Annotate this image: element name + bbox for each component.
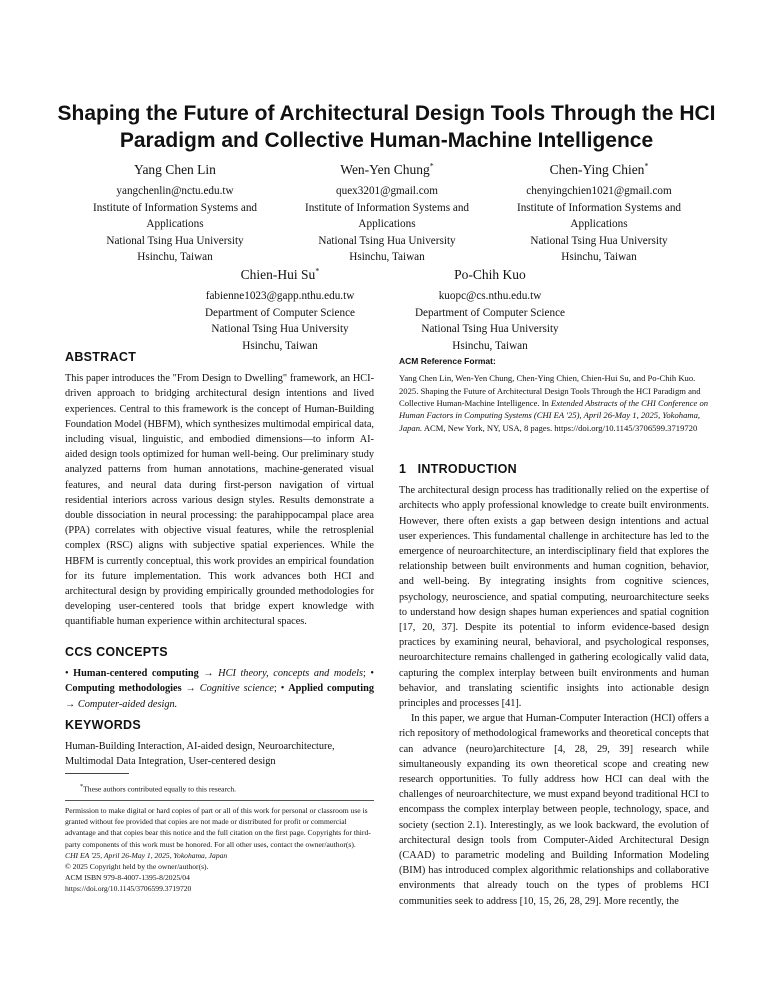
ccs-text: • Human-centered computing → HCI theory, concepts and models; • Computing methodologies → Cognitive science; • Applied computing → Computer-aided design. bbox=[65, 668, 375, 710]
author-name: Po-Chih Kuo bbox=[454, 267, 526, 282]
equal-contribution-mark: * bbox=[315, 266, 320, 276]
introduction-paragraph-2: In this paper, we argue that Human-Computer Interaction (HCI) offers a rich repository of methodological frameworks and theoretical concepts that can advance (neuro)architecture [4, 28, 29, 39] research while simultaneously expanding its own theoretical scope and creating new research opportunities. To fully address how HCI can deal with the challenges of neuroarchitecture, we must expand beyond traditional HCI to encompass the complex interplay between people, technology, space, and society (section 2.1). Interestingly, as we look backward, the evolution of architectural design tools from Computer-Aided Architectural Design (CAAD) to parametric modeling and Building Information Modeling (BIM) has introduced complex algorithmic relationships and collaborative environments that already touch on the types of problems HCI communities seek to address [10, 15, 26, 28, 29]. More recently, the bbox=[399, 713, 709, 907]
permission-copyright: © 2025 Copyright held by the owner/author(s). bbox=[65, 862, 209, 872]
abstract-section bbox=[65, 350, 374, 630]
author-email: chenyingchien1021@gmail.com bbox=[526, 185, 672, 197]
author-university: National Tsing Hua University bbox=[106, 234, 244, 247]
author-dept: Institute of Information Systems and bbox=[92, 201, 258, 214]
ccs-concept-2: Computing methodologies bbox=[65, 683, 182, 695]
keywords-text: Human-Building Interaction, AI-aided design, Neuroarchitecture, Multimodal Data Integration, User-centered design bbox=[65, 741, 335, 768]
author-dept: Institute of Information Systems and bbox=[516, 201, 682, 214]
introduction-heading: 1 INTRODUCTION bbox=[399, 462, 517, 476]
author-email: fabienne1023@gapp.nthu.edu.tw bbox=[205, 290, 355, 302]
author-email: yangchenlin@nctu.edu.tw bbox=[116, 185, 234, 197]
keywords-section bbox=[65, 718, 374, 770]
keywords-heading: KEYWORDS bbox=[65, 718, 142, 732]
abstract-text: This paper introduces the "From Design to Dwelling" framework, an HCI-driven approach to bridging architectural design intentions and lived experiences. Central to this framework is the concept of Human-Building Foundation Model (HBFM), which synthesizes multimodal empirical data, including visual, linguistic, and embodied dimensions—to inform AI-aided design tools optimized for human well-being. Our preliminary study analyzed patterns from human annotations, machine-generated visual features, and neural data during first-person navigation of virtual residential interiors across various design styles. Results demonstrate a double dissociation in neural processing: the parahippocampal place area (PPA) correlates with objective visual features, while the retrosplenial complex (RSC) aligns with subjective spatial experiences. While the HBFM is currently conceptual, this work provides an empirical foundation for its future implementation. This work advances both HCI and architectural design by providing empirically grounded methodologies for developing user-centered tools that bridge expert knowledge with quantifiable human experience within architectural spaces. bbox=[65, 373, 374, 628]
footnote bbox=[80, 781, 236, 795]
author-email: quex3201@gmail.com bbox=[336, 185, 438, 197]
equal-contribution-mark: * bbox=[644, 161, 649, 171]
introduction-section bbox=[399, 462, 709, 909]
ccs-concept-3: Applied computing bbox=[288, 683, 374, 695]
paper-title: Shaping the Future of Architectural Design Tools Through the HCI Paradigm and Collective Human-Machine Intelligence bbox=[57, 102, 716, 152]
ccs-subconcept-2: Cognitive science bbox=[199, 683, 274, 695]
author-location: Hsinchu, Taiwan bbox=[137, 251, 213, 263]
author-university: National Tsing Hua University bbox=[318, 234, 456, 247]
arrow: → bbox=[185, 683, 196, 695]
author-university: National Tsing Hua University bbox=[421, 323, 559, 335]
permission-block bbox=[65, 805, 374, 895]
author-university: National Tsing Hua University bbox=[530, 234, 668, 247]
author-dept-cont: Applications bbox=[358, 218, 416, 230]
author-name: Chien-Hui Su bbox=[240, 267, 316, 282]
footnote-text: These authors contributed equally to this research. bbox=[83, 784, 237, 794]
author-location: Hsinchu, Taiwan bbox=[452, 339, 528, 352]
introduction-paragraph-1: The architectural design process has traditionally relied on the expertise of architects who apply professional knowledge to create built environments. However, there often exists a gap between design intentions and actual user experiences. This fundamental challenge in architecture has led to the emergence of neuroarchitecture, an interdisciplinary field that explores the relationship between built environments and human cognition, behavior, and well-being. By integrating insights from cognitive sciences, psychology, neuroscience, and spatial computing, neuroarchitecture seeks to understand how design shapes human experiences and spatial cognition [17, 20, 37]. Despite its potential to inform evidence-based design practices by examining neural, behavioral, and psychological responses, neuroarchitecture remains challenged in gathering ecologically valid data, capturing the complex interplay between built environments and human behavior, and translating scientific insights into actionable design principles and processes [41]. bbox=[399, 485, 709, 710]
permission-doi[interactable]: https://doi.org/10.1145/3706599.3719720 bbox=[65, 884, 192, 894]
author-block-3 bbox=[488, 160, 710, 266]
ccs-subconcept-3: Computer-aided design. bbox=[77, 698, 178, 710]
acm-reference-authors: Yang Chen Lin, Wen-Yen Chung, Chen-Ying Chien, Chien-Hui Su, and Po-Chih Kuo. 2025. Shaping the Future of Architectural Design Tools Through the HCI Paradigm and Collective Human-Machine Intelligence. In bbox=[399, 373, 701, 409]
author-dept-cont: Applications bbox=[570, 218, 628, 230]
author-block-4 bbox=[170, 265, 390, 354]
equal-contribution-mark: * bbox=[429, 161, 434, 171]
abstract-heading: ABSTRACT bbox=[65, 350, 137, 364]
arrow: → bbox=[203, 668, 214, 680]
ccs-heading: CCS CONCEPTS bbox=[65, 645, 168, 659]
author-university: National Tsing Hua University bbox=[211, 323, 349, 335]
bullet: • bbox=[280, 683, 285, 695]
author-dept-cont: Applications bbox=[146, 218, 204, 230]
author-location: Hsinchu, Taiwan bbox=[349, 251, 425, 263]
author-dept: Department of Computer Science bbox=[204, 306, 356, 319]
permission-isbn: ACM ISBN 979-8-4007-1395-8/2025/04 bbox=[65, 873, 190, 883]
author-block-5 bbox=[380, 265, 600, 354]
acm-reference-tail: ACM, New York, NY, USA, 8 pages. https://doi.org/10.1145/3706599.3719720 bbox=[422, 422, 698, 433]
author-name: Chen-Ying Chien bbox=[549, 162, 645, 177]
permission-venue: CHI EA '25, April 26-May 1, 2025, Yokohama, Japan bbox=[65, 850, 228, 860]
author-name: Yang Chen Lin bbox=[134, 162, 216, 177]
footnote-divider bbox=[65, 773, 129, 774]
arrow: → bbox=[65, 698, 76, 710]
acm-reference-label: ACM Reference Format: bbox=[399, 356, 496, 366]
permission-divider bbox=[65, 800, 374, 801]
author-block-1 bbox=[65, 160, 285, 266]
bullet: • bbox=[370, 668, 375, 680]
author-dept: Institute of Information Systems and bbox=[304, 201, 470, 214]
ccs-section bbox=[65, 645, 374, 712]
acm-reference-section bbox=[399, 354, 709, 434]
author-dept: Department of Computer Science bbox=[414, 306, 566, 319]
author-email: kuopc@cs.nthu.edu.tw bbox=[438, 290, 542, 302]
permission-text: Permission to make digital or hard copies of part or all of this work for personal or classroom use is granted without fee provided that copies are not made or distributed for profit or commercial advantage and that copies bear this notice and the full citation on the first page. Copyrights for third-party components of this work must be honored. For all other uses, contact the owner/author(s). bbox=[65, 806, 371, 849]
acm-reference-text bbox=[399, 372, 709, 434]
acm-reference-venue: Extended Abstracts of the CHI Conference on Human Factors in Computing Systems (CHI EA '25), April 26-May 1, 2025, Yokohama, Japan. bbox=[399, 398, 709, 433]
footnote-mark: * bbox=[80, 783, 84, 790]
author-location: Hsinchu, Taiwan bbox=[561, 251, 637, 263]
author-name: Wen-Yen Chung bbox=[340, 162, 430, 177]
author-location: Hsinchu, Taiwan bbox=[242, 339, 318, 352]
ccs-concept-1: Human-centered computing bbox=[73, 668, 199, 680]
author-block-2 bbox=[277, 160, 497, 266]
ccs-subconcept-1: HCI theory, concepts and models bbox=[218, 668, 364, 680]
bullet: • bbox=[65, 668, 69, 680]
